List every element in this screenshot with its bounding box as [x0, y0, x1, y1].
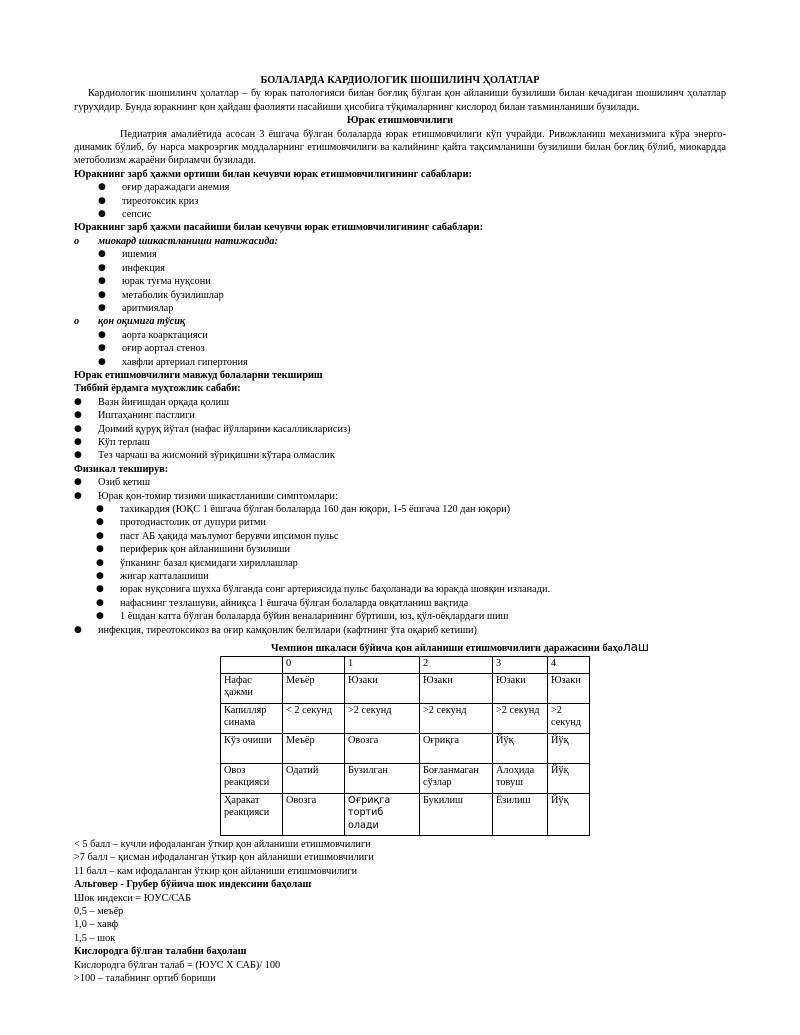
table-cell: Букилиш: [420, 793, 493, 835]
shock-index-value: 1,0 – хавф: [74, 919, 119, 931]
table-cell: 3: [493, 657, 548, 673]
table-cell: Йўқ: [548, 733, 590, 763]
table-cell: Овоз реакцияси: [221, 763, 283, 793]
section-heading-examination: Юрак етишмовчилиги мавжуд болаларни текшириш: [74, 369, 323, 381]
list-item: ● Юрак қон-томир тизими шикастланиши симптомлари:: [74, 490, 338, 502]
table-cell: Меъёр: [283, 673, 345, 703]
table-cell: Капилляр синама: [221, 703, 283, 733]
list-item: ● периферик қон айланишини бузилиши: [96, 544, 290, 556]
list-item: ● тиреотоксик криз: [98, 195, 199, 207]
list-item: ● Иштаҳанинг пастлиги: [74, 410, 195, 422]
circle-bullet-icon: o: [74, 235, 80, 247]
table-cell: Ёзилиш: [493, 793, 548, 835]
table-cell: Юзаки: [345, 673, 420, 703]
bullet-icon: ●: [74, 477, 82, 488]
table-row: [221, 793, 590, 835]
list-item: ● оғир аортал стеноз: [98, 343, 205, 355]
table-row: [221, 733, 590, 763]
table-row: [221, 703, 590, 733]
table-cell: >2 секунд: [345, 703, 420, 733]
intro-paragraph: Кардиологик шошилинч ҳолатлар – бу юрак патологияси билан боғлиқ бўлган қон айланиши бузилиши билан кечадиган шошилинч ҳолатлар гуруҳидир. Бунда юракнинг қон ҳайдаш фаолияти пасайиши ҳисобига тўқималарнинг кислород билан таъминланиши бузилади.: [74, 88, 726, 113]
table-cell: Йўқ: [548, 793, 590, 835]
table-cell: [221, 657, 283, 673]
heart-failure-paragraph: Педиатрия амалиётида асосан 3 ёшгача бўлган болаларда юрак етишмовчилиги кўп учрайди. Ривожланиш механизмига кўра энерго-динамик бўлиб, бу нарса макроэргик моддаларнинг етишмовчилиги ва калийнинг қайта тақсимланиши бузилиши билан боғлиқ бўлиб, миокардда метоболизм жараёни бирламчи бузилади.: [74, 128, 726, 167]
table-cell: 4: [548, 657, 590, 673]
bullet-icon: ●: [96, 584, 104, 595]
bullet-icon: ●: [74, 423, 82, 434]
table-cell: Юзаки: [420, 673, 493, 703]
score-line: < 5 балл – кучли ифодаланган ўткир қон айланиши етишмовчилиги: [74, 838, 371, 850]
list-item: ● инфекция, тиреотоксикоз ва оғир камқонлик белгилари (кафтнинг ўта оқариб кетиши): [74, 624, 477, 636]
list-item: ● Вазн йиғишдан орқада қолиш: [74, 396, 230, 408]
bullet-icon: ●: [98, 343, 106, 354]
bullet-icon: ●: [98, 182, 106, 193]
oxygen-demand-heading: Кислородга бўлган талабни баҳолаш: [74, 946, 247, 958]
list-item: ● метаболик бузилишлар: [98, 289, 224, 301]
list-item: ● юрак нуқсонига шухха бўлганда сонг артериясида пульс баҳоланади ва юракда шовқин изланади.: [96, 584, 551, 596]
score-line: >7 балл – қисман ифодаланган ўткир қон айланиши етишмовчилиги: [74, 852, 374, 864]
bullet-icon: ●: [96, 557, 104, 568]
table-row: [221, 763, 590, 793]
bullet-icon: ●: [74, 490, 82, 501]
subgroup-obstruction: o қон оқимига тўсиқ: [74, 316, 186, 328]
subgroup-myocardial: o миокард шикастланиши натижасида:: [74, 235, 278, 247]
list-item: ● жигар катталашиши: [96, 571, 209, 583]
table-cell: >2 секунд: [548, 703, 590, 733]
list-item: ● аорта коарктацияси: [98, 329, 208, 341]
shock-index-value: 1,5 – шок: [74, 932, 116, 944]
list-item: ● паст АБ ҳақида маълумот берувчи ипсимон пульс: [96, 530, 339, 542]
bullet-icon: ●: [74, 624, 82, 635]
score-line: 11 балл – кам ифодаланган ўткир қон айланиши етишмовчилиги: [74, 865, 358, 877]
table-cell: 0: [283, 657, 345, 673]
bullet-icon: ●: [98, 289, 106, 300]
bullet-icon: ●: [96, 571, 104, 582]
bullet-icon: ●: [74, 450, 82, 461]
bullet-icon: ●: [98, 329, 106, 340]
bullet-icon: ●: [98, 356, 106, 367]
oxygen-demand-formula: Кислородга бўлган талаб = (ЮУС Х САБ)/ 100: [74, 959, 281, 971]
table-cell: Меъёр: [283, 733, 345, 763]
table-cell: Бузилган: [345, 763, 420, 793]
list-item: ● тахикардия (ЮҚС 1 ёшгача бўлган болаларда 160 дан юқори, 1-5 ёшгача 120 дан юқори): [96, 504, 511, 515]
list-item: ● Тез чарчаш ва жисмоний зўриқишни кўтара олмаслик: [74, 450, 335, 462]
physical-exam-list-end: [74, 624, 726, 637]
document-body: [74, 74, 726, 985]
shock-index-heading: Альговер - Грубер бўйича шок индексини баҳолаш: [74, 879, 312, 891]
list-item: ● протодиастолик от дупури ритми: [96, 517, 266, 529]
bullet-icon: ●: [98, 195, 106, 206]
table-cell: >2 секунд: [420, 703, 493, 733]
list-item: ● Кўп терлаш: [74, 436, 150, 448]
table-caption: Чемпион шкаласи бўйича қон айланиши етишмовчилиги даражасини баҳолаш: [271, 640, 649, 655]
list-item: ● Озиб кетиш: [74, 477, 151, 489]
oxygen-demand-value: >100 – талабнинг ортиб бориши: [74, 972, 216, 984]
bullet-icon: ●: [96, 517, 104, 528]
shock-index-formula: Шок индекси = ЮУС/САБ: [74, 892, 192, 904]
bullet-icon: ●: [98, 209, 106, 220]
causes-increase-list: [74, 181, 726, 221]
obstruction-causes-list: [74, 329, 726, 369]
list-item: ● Доимий қуруқ йўтал (нафас йўлларини касалликларисиз): [74, 423, 351, 435]
table-cell: Оғриқга: [420, 733, 493, 763]
table-header-row: [221, 657, 590, 673]
bullet-icon: ●: [74, 436, 82, 447]
list-item: ● аритмиялар: [98, 302, 174, 314]
list-item: ● ишемия: [98, 249, 157, 261]
list-item: ● 1 ёшдан катта бўлган болаларда бўйин веналарининг бўртиши, юз, қўл-оёқлардаги шиш: [96, 611, 509, 623]
bullet-icon: ●: [96, 597, 104, 608]
causes-increase-heading: Юракнинг зарб ҳажми ортиши билан кечувчи юрак етишмовчилигининг сабаблари:: [74, 168, 472, 180]
document-title: БОЛАЛАРДА КАРДИОЛОГИК ШОШИЛИНЧ ҲОЛАТЛАР: [260, 75, 540, 86]
table-cell: 1: [345, 657, 420, 673]
bullet-icon: ●: [96, 611, 104, 622]
bullet-icon: ●: [74, 396, 82, 407]
table-cell: Кўз очиши: [221, 733, 283, 763]
list-item: ● ўпканинг базал қисмидаги хириллашлар: [96, 557, 298, 569]
reason-heading: Тиббий ёрдамга муҳтожлик сабаби:: [74, 383, 241, 395]
bullet-icon: ●: [98, 276, 106, 287]
table-cell: Юзаки: [548, 673, 590, 703]
list-item: ● юрак туғма нуқсони: [98, 276, 211, 288]
table-cell: Боғланмаган сўзлар: [420, 763, 493, 793]
bullet-icon: ●: [74, 410, 82, 421]
score-interpretation: [74, 838, 726, 878]
bullet-icon: ●: [98, 302, 106, 313]
table-cell: Овозга: [283, 793, 345, 835]
bullet-icon: ●: [98, 262, 106, 273]
table-cell: Нафас ҳажми: [221, 673, 283, 703]
list-item: ● нафаснинг тезлашуви, айниқса 1 ёшгача бўлган болаларда овқатланиш вақтида: [96, 597, 469, 609]
bullet-icon: ●: [98, 249, 106, 260]
table-cell: Алоҳида товуш: [493, 763, 548, 793]
table-cell: Одатий: [283, 763, 345, 793]
table-cell: Овозга: [345, 733, 420, 763]
circle-bullet-icon: o: [74, 316, 80, 328]
table-cell: Йўқ: [548, 763, 590, 793]
table-cell: Йўқ: [493, 733, 548, 763]
symptoms-list: [74, 503, 726, 624]
champion-scale-table: [220, 656, 590, 835]
myocardial-causes-list: [74, 248, 726, 315]
list-item: ● хавфли артериал гипертония: [98, 356, 248, 368]
table-cell: Юзаки: [493, 673, 548, 703]
causes-decrease-heading: Юракнинг зарб ҳажми пасайиши билан кечувчи юрак етишмовчилигининг сабаблари:: [74, 222, 483, 234]
table-row: [221, 673, 590, 703]
table-cell: Оғриқга тортиб олади: [345, 793, 420, 835]
section-heading-heart-failure: Юрак етишмовчилиги: [346, 115, 454, 127]
table-cell: 2: [420, 657, 493, 673]
list-item: ● оғир даражадаги анемия: [98, 182, 230, 194]
table-cell: < 2 секунд: [283, 703, 345, 733]
table-cell: Ҳаракат реакцияси: [221, 793, 283, 835]
table-cell: >2 секунд: [493, 703, 548, 733]
list-item: ● инфекция: [98, 262, 166, 274]
list-item: ● сепсис: [98, 209, 152, 221]
reason-list: [74, 396, 726, 463]
shock-index-value: 0,5 – меъёр: [74, 905, 124, 917]
bullet-icon: ●: [96, 504, 104, 514]
bullet-icon: ●: [96, 544, 104, 555]
physical-exam-heading: Физикал текширув:: [74, 463, 169, 475]
physical-exam-list: [74, 476, 726, 503]
bullet-icon: ●: [96, 530, 104, 541]
